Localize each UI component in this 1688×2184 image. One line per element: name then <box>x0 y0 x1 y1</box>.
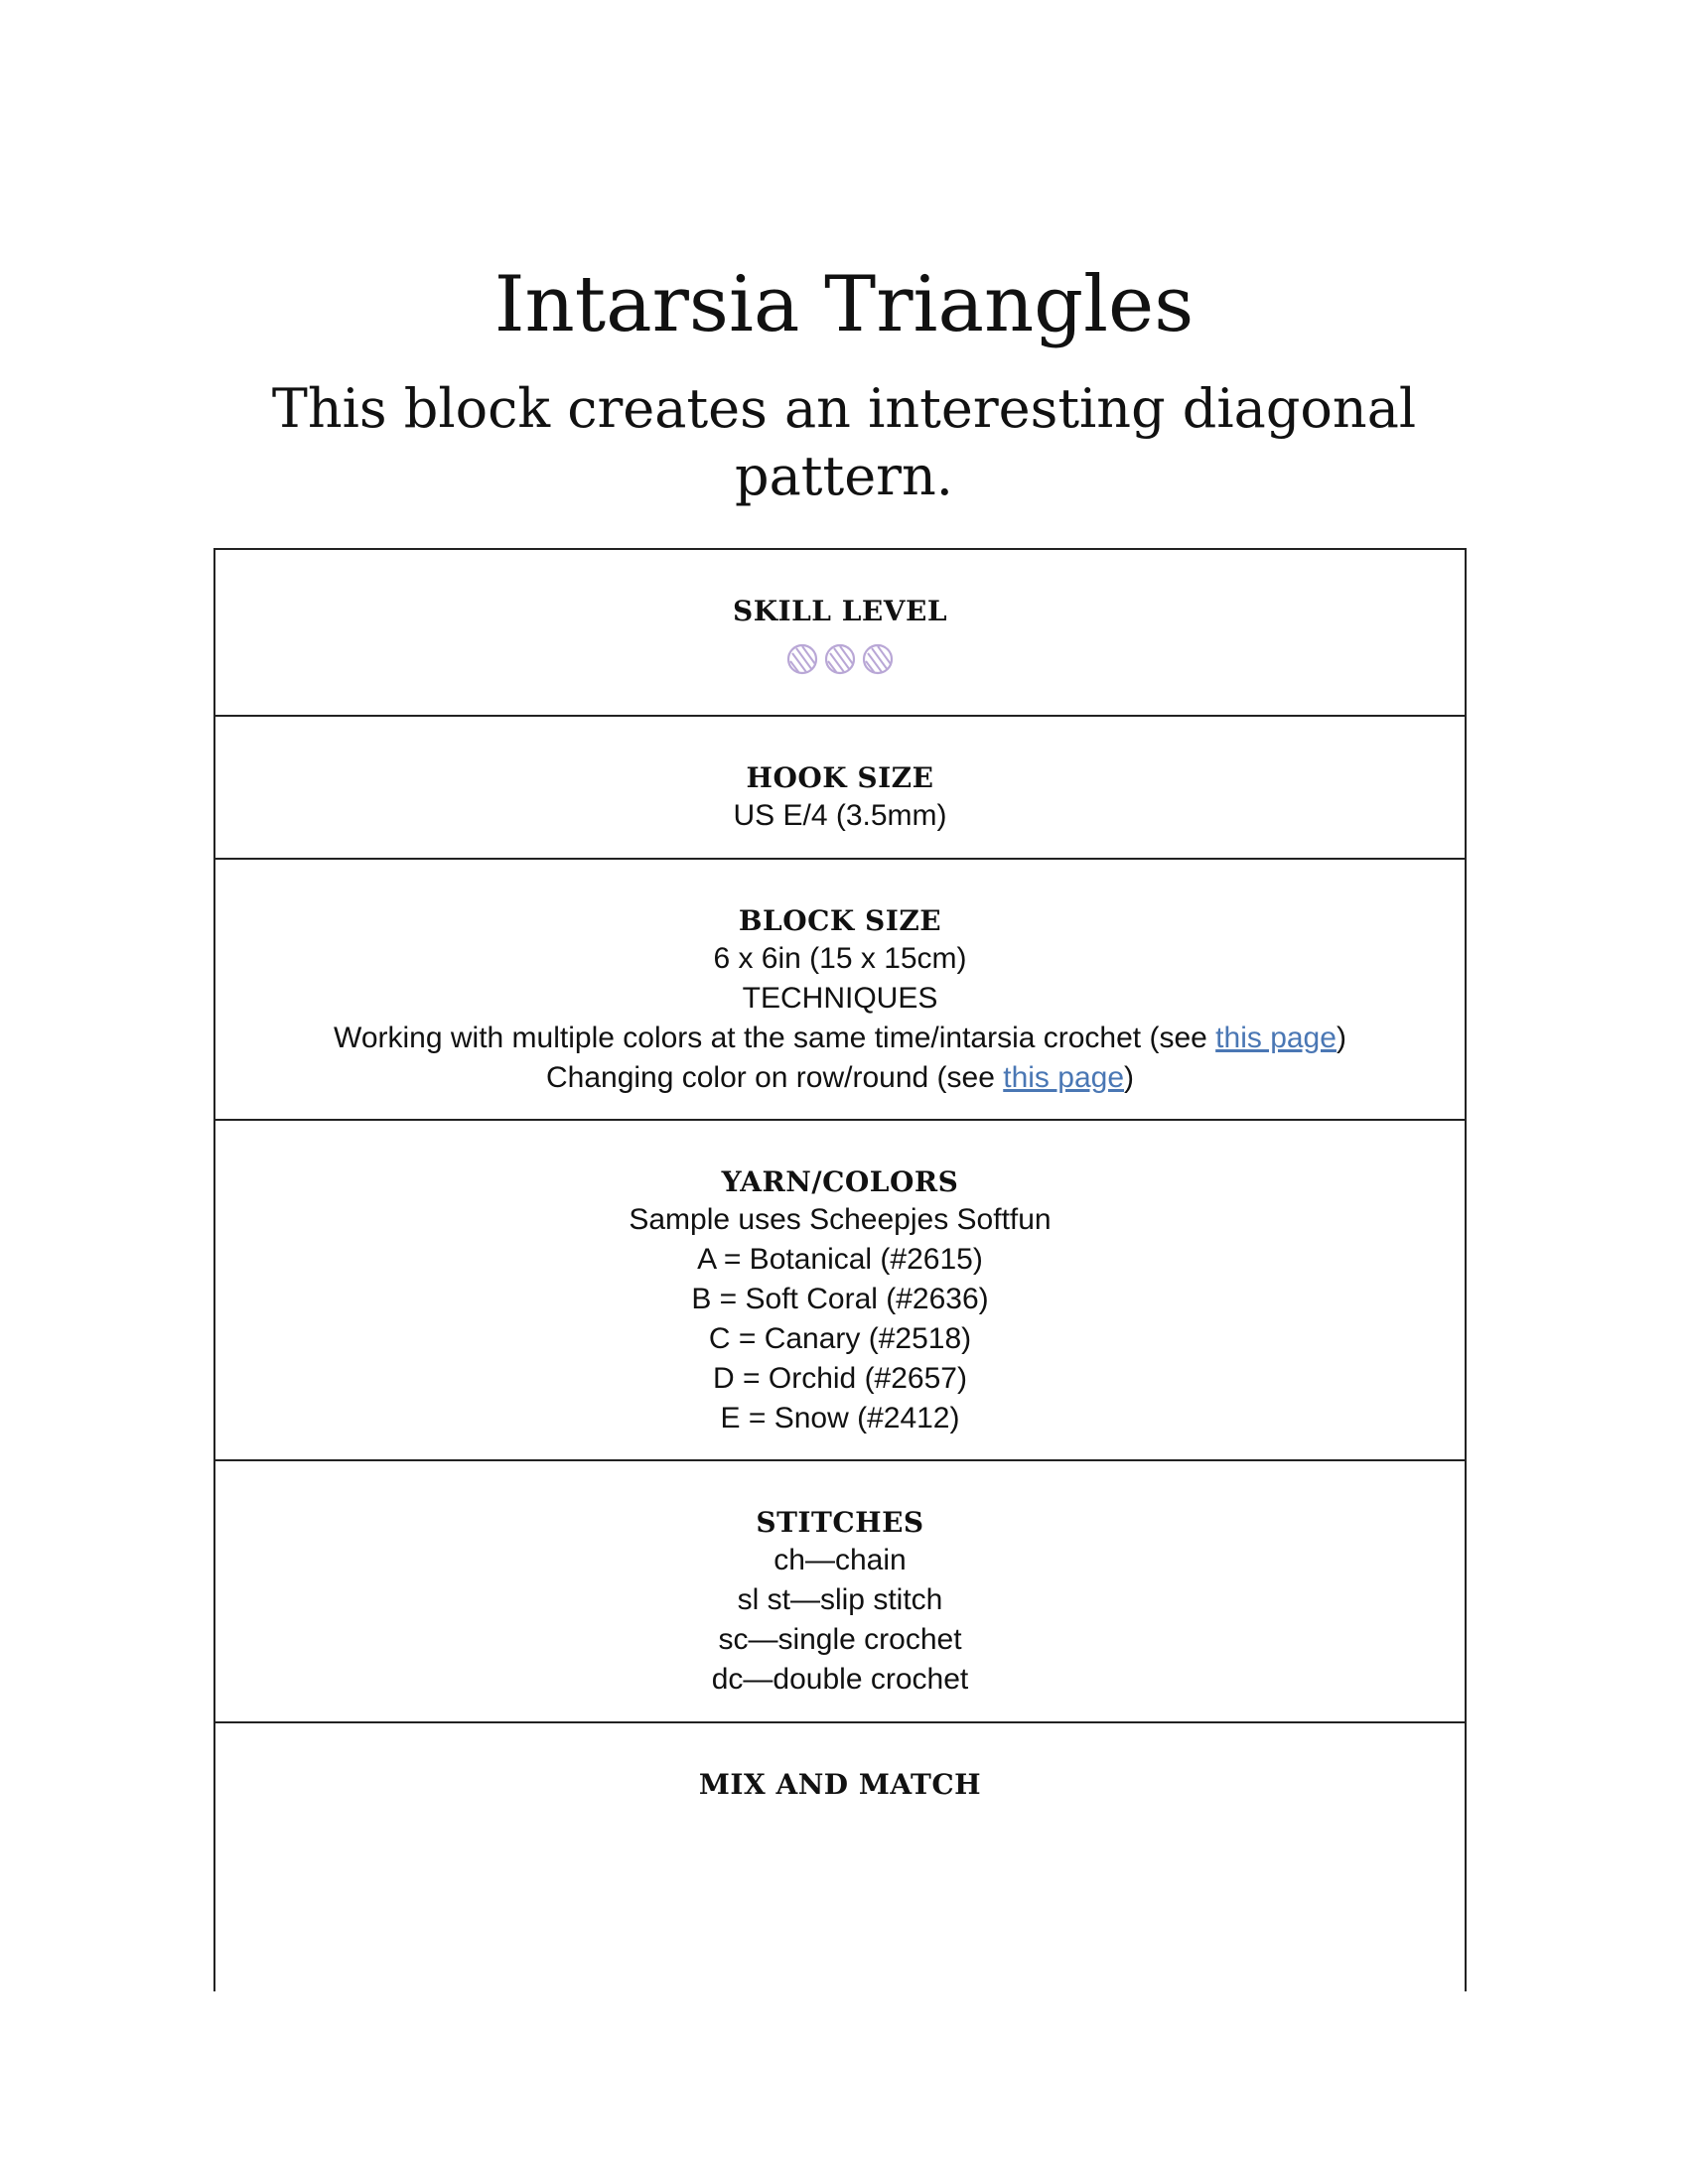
yarn-colors-section <box>215 1121 1465 1461</box>
page-subtitle: This block creates an interesting diagonal pattern. <box>271 377 1417 507</box>
page-title: Intarsia Triangles <box>493 260 1195 349</box>
skill-level-rating <box>215 643 1465 675</box>
this-page-link[interactable]: this page <box>1215 1022 1336 1054</box>
yarn-color-e: E = Snow (#2412) <box>720 1402 960 1434</box>
pattern-info-table <box>213 548 1467 1991</box>
yarn-color-d: D = Orchid (#2657) <box>713 1362 967 1395</box>
skill-level-heading: SKILL LEVEL <box>732 595 948 627</box>
techniques-label: TECHNIQUES <box>742 982 938 1015</box>
block-size-section <box>215 860 1465 1121</box>
block-size-value: 6 x 6in (15 x 15cm) <box>713 942 967 975</box>
stitch-item: sl st—slip stitch <box>737 1583 943 1616</box>
stitch-item: ch—chain <box>774 1544 907 1576</box>
yarn-ball-icon <box>862 643 894 675</box>
mix-and-match-section <box>215 1723 1465 1991</box>
skill-level-section <box>215 550 1465 717</box>
technique-text: Changing color on row/round (see <box>545 1061 1004 1094</box>
technique-text: Working with multiple colors at the same time/intarsia crochet (see <box>334 1022 1216 1054</box>
yarn-color-b: B = Soft Coral (#2636) <box>691 1283 989 1315</box>
block-size-heading: BLOCK SIZE <box>738 904 942 937</box>
hook-size-section <box>215 717 1465 860</box>
stitches-heading: STITCHES <box>756 1506 924 1539</box>
technique-text-end: ) <box>1124 1061 1135 1094</box>
yarn-color-c: C = Canary (#2518) <box>708 1322 972 1355</box>
yarn-ball-icon <box>824 643 856 675</box>
technique-item <box>215 1058 1465 1098</box>
yarn-color-a: A = Botanical (#2615) <box>697 1243 983 1276</box>
hook-size-heading: HOOK SIZE <box>746 761 934 794</box>
stitch-item: sc—single crochet <box>718 1623 962 1656</box>
yarn-colors-heading: YARN/COLORS <box>721 1165 959 1198</box>
stitches-section <box>215 1461 1465 1723</box>
technique-text-end: ) <box>1336 1022 1346 1054</box>
yarn-ball-icon <box>786 643 818 675</box>
mix-and-match-heading: MIX AND MATCH <box>698 1768 982 1801</box>
technique-item <box>215 1019 1465 1058</box>
hook-size-value: US E/4 (3.5mm) <box>733 799 947 832</box>
this-page-link[interactable]: this page <box>1003 1061 1125 1094</box>
stitch-item: dc—double crochet <box>711 1663 969 1696</box>
yarn-line: Sample uses Scheepjes Softfun <box>629 1203 1052 1236</box>
